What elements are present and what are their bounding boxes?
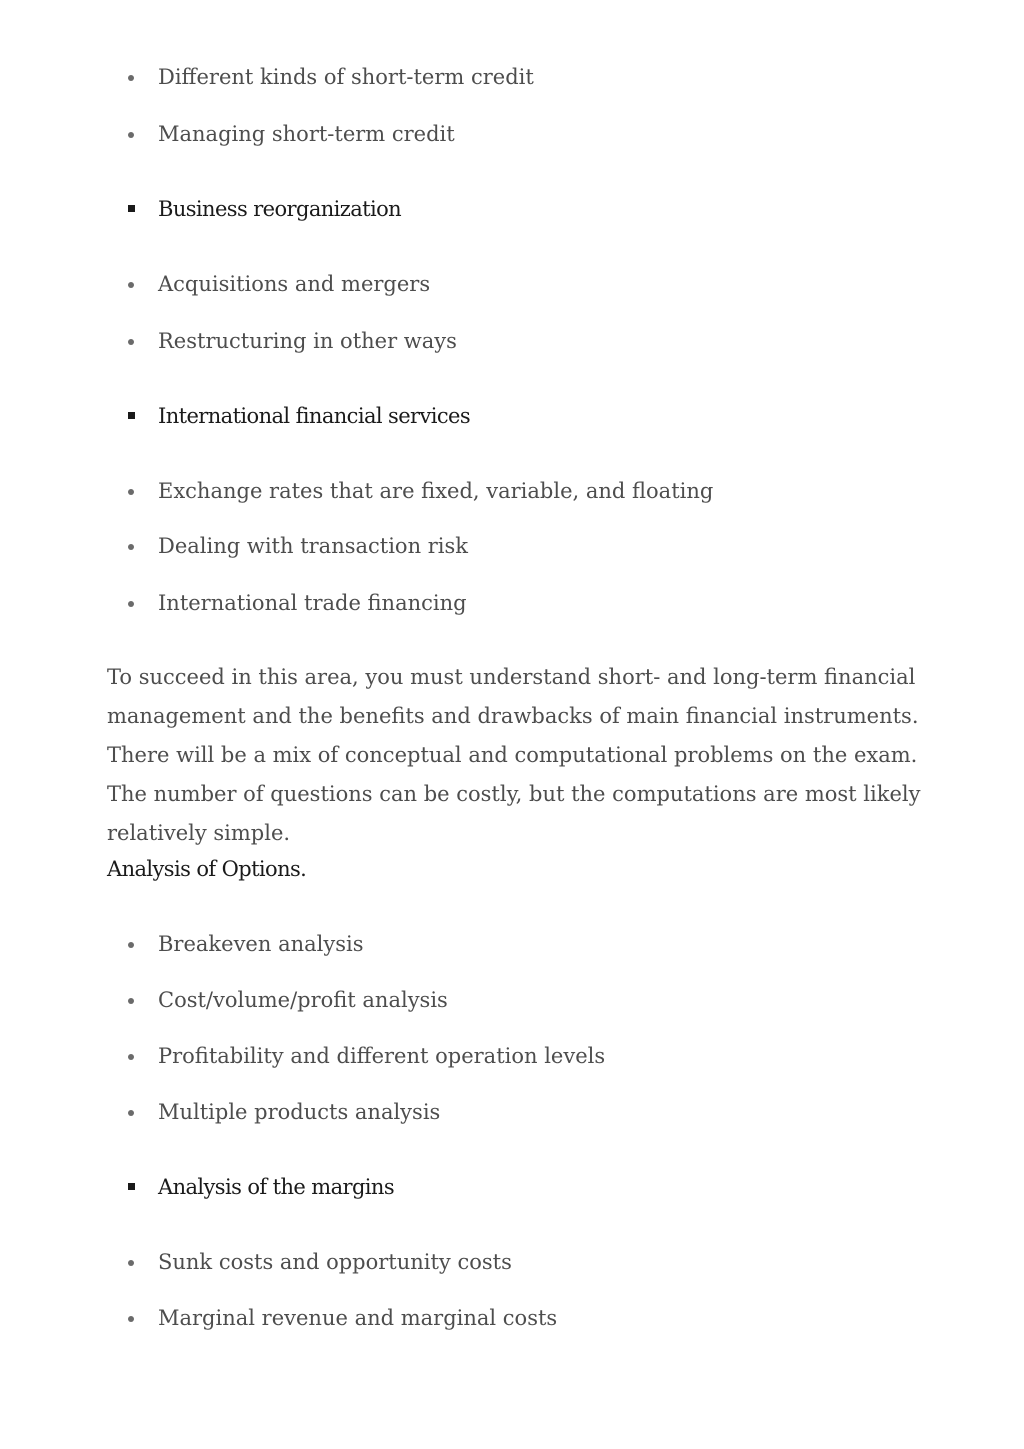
list-item-text: Breakeven analysis [158,932,364,956]
list-item [158,589,467,617]
square-bullet-icon [128,412,135,419]
square-bullet-icon [128,1183,135,1190]
bullet-icon [128,489,134,495]
list-item-text: Cost/volume/profit analysis [158,988,448,1012]
list-item-text: Managing short-term credit [158,122,455,146]
list-item [158,327,457,355]
subheading-analysis-of-margins [158,1173,394,1201]
list-item [158,1248,512,1276]
subheading-text: International financial services [158,404,471,428]
list-item-text: International trade financing [158,591,467,615]
body-paragraph: To succeed in this area, you must understand short- and long-term financial management and the benefits and drawbacks of main financial instruments. There will be a mix of conceptual and computational problems on the exam. The number of questions can be costly, but the computations are most likely relatively simple. [107,665,921,845]
list-item-text: Sunk costs and opportunity costs [158,1250,512,1274]
list-item-text: Profitability and different operation levels [158,1044,606,1068]
list-item [158,63,534,91]
bullet-icon [128,1054,134,1060]
subheading-text: Analysis of the margins [158,1175,395,1199]
bullet-icon [128,942,134,948]
list-item-text: Acquisitions and mergers [158,272,431,296]
bullet-icon [128,75,134,81]
list-item [158,1098,440,1126]
bullet-icon [128,601,134,607]
bullet-icon [128,544,134,550]
bullet-icon [128,1260,134,1266]
bullet-icon [128,998,134,1004]
list-item-text: Dealing with transaction risk [158,534,469,558]
list-item [158,270,430,298]
subheading-text: Business reorganization [158,197,402,221]
bullet-icon [128,1110,134,1116]
bullet-icon [128,132,134,138]
list-item [158,532,468,560]
bullet-icon [128,1316,134,1322]
list-item-text: Restructuring in other ways [158,329,457,353]
list-item-text: Marginal revenue and marginal costs [158,1306,558,1330]
list-item [158,120,455,148]
square-bullet-icon [128,205,135,212]
subheading-business-reorganization [158,195,401,223]
list-item-text: Exchange rates that are fixed, variable, and floating [158,479,714,503]
list-item-text: Multiple products analysis [158,1100,441,1124]
list-item-text: Different kinds of short-term credit [158,65,534,89]
list-item [158,930,363,958]
section-heading-analysis-of-options: Analysis of Options. [107,857,307,881]
list-item [158,986,448,1014]
subheading-international-financial-services [158,402,470,430]
list-item [158,477,713,505]
list-item [158,1042,605,1070]
bullet-icon [128,339,134,345]
bullet-icon [128,282,134,288]
list-item [158,1304,557,1332]
